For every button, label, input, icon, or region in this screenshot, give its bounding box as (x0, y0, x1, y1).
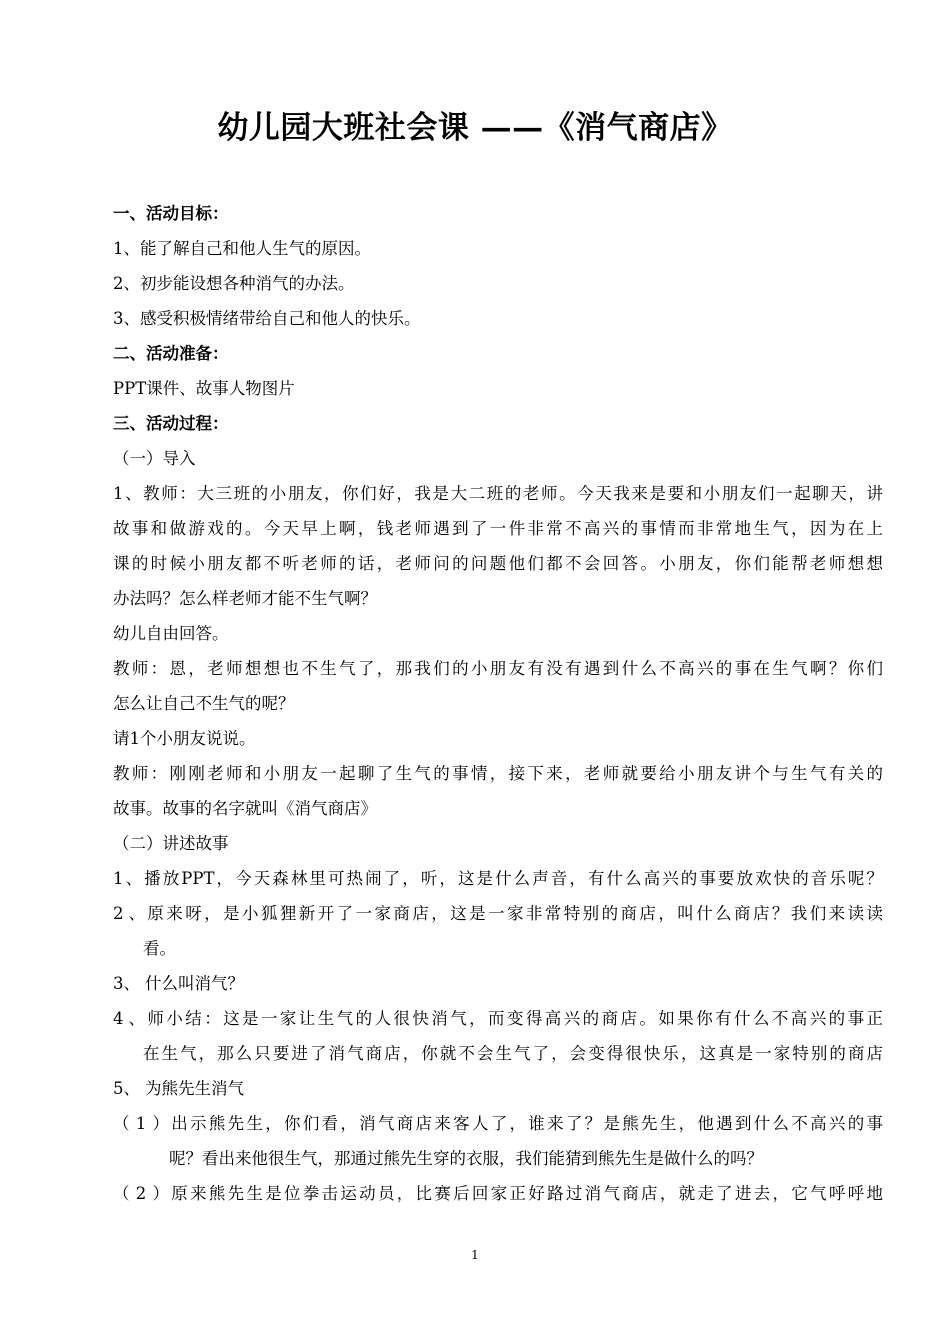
story-item (113, 1071, 883, 1106)
item-text: 为熊先生消气 (145, 1079, 244, 1098)
story-item (113, 966, 883, 1001)
paragraph-line: 1、教师：大三班的小朋友，你们好，我是大二班的老师。今天我来是要和小朋友们一起聊天，讲 (113, 484, 883, 503)
paragraph-line: 教师：恩，老师想想也不生气了，那我们的小朋友有没有遇到什么不高兴的事在生气啊？你们 (113, 659, 883, 678)
story-item: 1、播放PPT，今天森林里可热闹了，听，这是什么声音，有什么高兴的事要放欢快的音乐呢？ (113, 869, 883, 888)
document-body (113, 196, 883, 1211)
section-heading-preparation: 二、活动准备： (113, 344, 229, 363)
paragraph-line: 怎么让自己不生气的呢？ (113, 694, 295, 713)
sub-item-continuation: 呢？看出来他很生气，那通过熊先生穿的衣服，我们能猜到熊先生是做什么的吗？ (169, 1149, 763, 1168)
sub-item (113, 1106, 883, 1141)
paragraph-line: 教师：刚刚老师和小朋友一起聊了生气的事情，接下来，老师就要给小朋友讲个与生气有关的 (113, 764, 883, 783)
story-item-continuation: 在生气，那么只要进了消气商店，你就不会生气了，会变得很快乐，这真是一家特别的商店 (143, 1044, 883, 1063)
paragraph-line: 办法吗？怎么样老师才能不生气啊？ (113, 589, 377, 608)
paragraph-line: 幼儿自由回答。 (113, 624, 229, 643)
item-number: 3、 (113, 974, 140, 993)
item-text: 原来呀，是小狐狸新开了一家商店，这是一家非常特别的商店，叫什么商店？我们来读读 (145, 904, 883, 923)
sub-item-number: （1） (113, 1114, 169, 1133)
item-number: 5、 (113, 1079, 140, 1098)
item-number: 4、 (113, 1009, 145, 1028)
item-text: 什么叫消气？ (145, 974, 244, 993)
subsection-intro: （一）导入 (113, 449, 196, 468)
subsection-story: （二）讲述故事 (113, 834, 229, 853)
section-heading-process: 三、活动过程： (113, 414, 229, 433)
paragraph-line: 请1个小朋友说说。 (113, 729, 256, 748)
paragraph-line: 故事。故事的名字就叫《消气商店》 (113, 799, 377, 818)
page-number: 1 (471, 1248, 479, 1262)
sub-item (113, 1176, 883, 1211)
goal-item: 1、能了解自己和他人生气的原因。 (113, 239, 371, 258)
goal-item: 3、感受积极情绪带给自己和他人的快乐。 (113, 309, 421, 328)
story-item-continuation: 看。 (143, 939, 176, 958)
section-heading-goals: 一、活动目标： (113, 204, 229, 223)
story-item (113, 1001, 883, 1036)
preparation-text: PPT课件、故事人物图片 (113, 379, 295, 398)
item-text: 师小结：这是一家让生气的人很快消气，而变得高兴的商店。如果你有什么不高兴的事正 (145, 1009, 883, 1028)
sub-item-number: （2） (113, 1184, 169, 1203)
item-number: 2、 (113, 904, 145, 923)
story-item (113, 896, 883, 931)
paragraph-line: 课的时候小朋友都不听老师的话，老师问的问题他们都不会回答。小朋友，你们能帮老师想想 (113, 554, 883, 573)
document-title: 幼儿园大班社会课 ——《消气商店》 (217, 110, 733, 146)
goal-item: 2、初步能设想各种消气的办法。 (113, 274, 355, 293)
sub-item-text: 出示熊先生，你们看，消气商店来客人了，谁来了？是熊先生，他遇到什么不高兴的事 (169, 1114, 883, 1133)
paragraph-line: 故事和做游戏的。今天早上啊，钱老师遇到了一件非常不高兴的事情而非常地生气，因为在上 (113, 519, 883, 538)
sub-item-text: 原来熊先生是位拳击运动员，比赛后回家正好路过消气商店，就走了进去，它气呼呼地 (169, 1184, 883, 1203)
